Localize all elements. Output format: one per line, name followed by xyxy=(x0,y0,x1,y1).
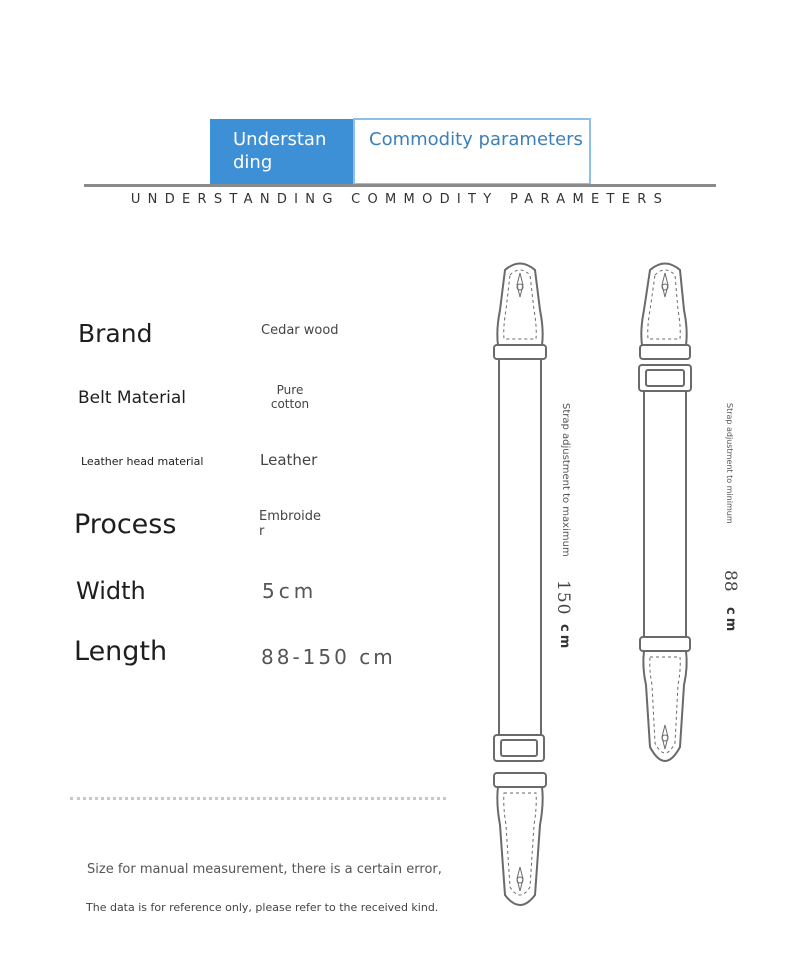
strap-short-icon xyxy=(639,264,691,762)
strap-max-note: Strap adjustment to maximum xyxy=(560,403,571,557)
param-value-length: 88-150 cm xyxy=(261,645,396,669)
param-label-brand: Brand xyxy=(78,319,153,348)
param-label-width: Width xyxy=(76,577,146,605)
param-label-head-material: Leather head material xyxy=(81,455,204,468)
header-divider xyxy=(84,184,716,187)
header-subtitle: UNDERSTANDING COMMODITY PARAMETERS xyxy=(130,192,670,207)
strap-min-note: Strap adjustment to minimum xyxy=(725,403,734,524)
param-value-head-material: Leather xyxy=(260,451,318,469)
param-label-process: Process xyxy=(74,509,177,540)
strap-max-length: 150 xyxy=(553,580,573,616)
reference-note: The data is for reference only, please refer to the received kind. xyxy=(86,901,439,914)
param-value-width: 5cm xyxy=(262,579,318,603)
param-value-process: Embroider xyxy=(259,509,322,539)
strap-max-unit: cm xyxy=(557,624,572,652)
strap-min-length: 88 xyxy=(720,570,740,592)
strap-min-unit: cm xyxy=(723,607,738,635)
measurement-note: Size for manual measurement, there is a certain error, xyxy=(87,862,442,877)
strap-long-icon xyxy=(494,264,546,906)
param-value-brand: Cedar wood xyxy=(261,323,339,338)
param-label-length: Length xyxy=(74,636,168,667)
dotted-divider xyxy=(70,797,446,800)
param-label-belt-material: Belt Material xyxy=(78,388,186,408)
param-value-belt-material: Pure cotton xyxy=(270,383,310,411)
tab-commodity-parameters: Commodity parameters xyxy=(353,118,591,185)
tab-understanding: Understan ding xyxy=(210,119,353,185)
